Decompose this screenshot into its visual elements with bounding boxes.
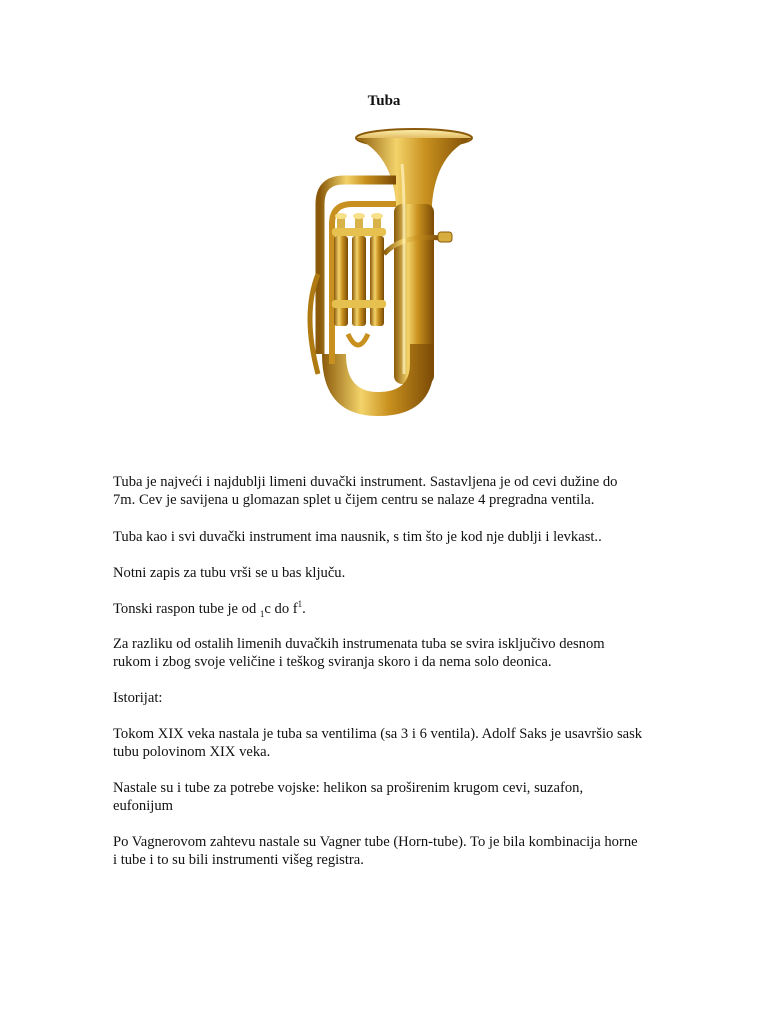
range-sup: 1 [297,599,303,610]
paragraph: Tuba kao i svi duvački instrument ima nausnik, s tim što je kod nje dublji i levkast.. [113,529,602,545]
range-prefix: Tonski raspon tube je od [113,601,260,617]
paragraph: Tokom XIX veka nastala je tuba sa ventilima (sa 3 i 6 ventila). Adolf Saks je usavršio sask tubu polovinom XIX veka. [113,726,643,760]
paragraph: Tuba je najveći i najdublji limeni duvački instrument. Sastavljena je od cevi dužine do 7m. Cev je savijena u glomazan splet u čijem centru se nalaze 4 pregradna ventila. [113,474,618,508]
range-mid: c do f [264,601,298,617]
paragraph-range [113,600,643,618]
paragraph: Za razliku od ostalih limenih duvačkih instrumenata tuba se svira isključivo desnom rukom i zbog svoje veličine i teškog sviranja skoro i da nema solo deonica. [113,636,605,670]
tuba-illustration-icon [292,124,482,424]
range-sub: 1 [259,608,265,619]
tuba-image [292,124,482,424]
paragraph: Notni zapis za tubu vrši se u bas ključu. [113,565,346,581]
paragraph: Po Vagnerovom zahtevu nastale su Vagner tube (Horn-tube). To je bila kombinacija horne i tube i to su bili instrumenti višeg registra. [113,834,638,868]
section-heading: Istorijat: [113,690,163,706]
page-title: Tuba [367,93,401,109]
paragraph: Nastale su i tube za potrebe vojske: helikon sa proširenim krugom cevi, suzafon, eufonijum [113,780,584,814]
range-suffix: . [302,601,306,617]
